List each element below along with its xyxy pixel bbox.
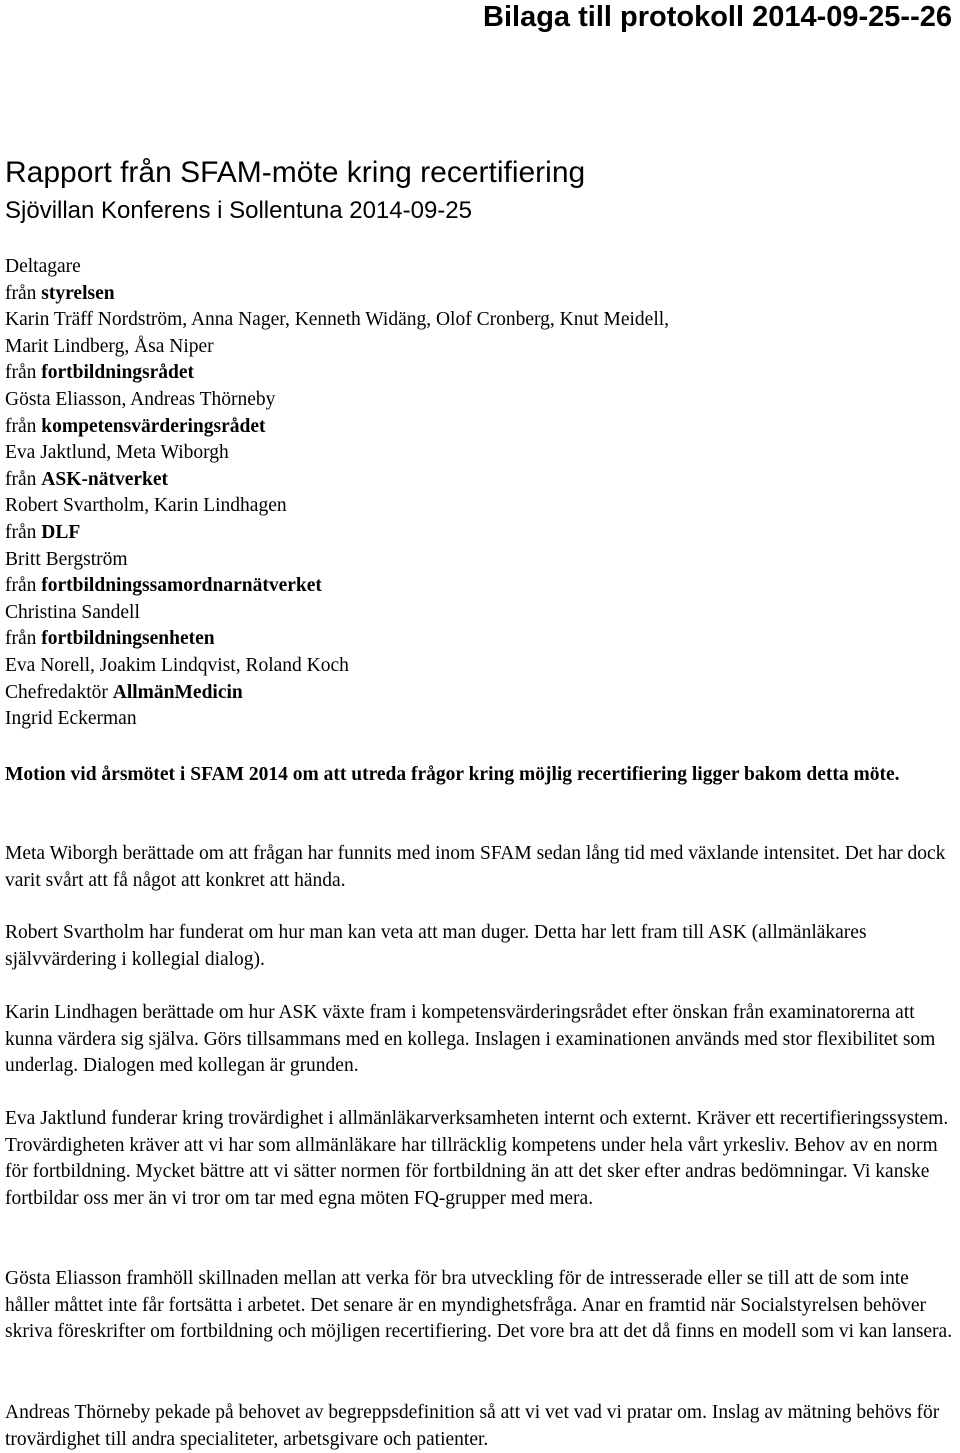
paragraph-karin-lindhagen: Karin Lindhagen berättade om hur ASK växte fram i kompetensvärderingsrådet efter önskan från examinatorerna att kunna värdera sig själva. Görs tillsammans med en kollega. Inslagen i examinationen används med stor flexibilitet som underlag. Dialogen med kollegan är grunden.: [5, 1002, 936, 1077]
participant-group-header: [5, 520, 955, 547]
participant-names: Eva Norell, Joakim Lindqvist, Roland Koch: [5, 654, 349, 676]
paragraph-andreas-thorneby: Andreas Thörneby pekade på behovet av begreppsdefinition så att vi vet vad vi pratar om. Inslag av mätning behövs för trovärdighet till andra specialiteter, arbetsgivare och patienter.: [5, 1402, 940, 1450]
participant-group-header: [5, 360, 955, 387]
participant-names: Christina Sandell: [5, 601, 140, 623]
participant-names: Karin Träff Nordström, Anna Nager, Kenneth Widäng, Olof Cronberg, Knut Meidell,: [5, 309, 670, 331]
participants-list: [5, 254, 955, 733]
group-prefix: från: [5, 468, 37, 490]
report-subtitle: Sjövillan Konferens i Sollentuna 2014-09-25: [5, 197, 472, 224]
participant-names: Marit Lindberg, Åsa Niper: [5, 335, 214, 357]
group-org: fortbildningsenheten: [41, 628, 215, 650]
paragraph-robert-svartholm: Robert Svartholm har funderat om hur man kan veta att man duger. Detta har lett fram till ASK (allmänläkares självvärdering i kollegial dialog).: [5, 922, 867, 970]
participant-names: Britt Bergström: [5, 548, 128, 570]
group-prefix: Chefredaktör: [5, 681, 108, 703]
participant-group-header: [5, 573, 955, 600]
participant-names: Robert Svartholm, Karin Lindhagen: [5, 495, 287, 517]
group-org: AllmänMedicin: [112, 681, 243, 703]
report-title: Rapport från SFAM-möte kring recertifiering: [5, 156, 586, 189]
group-prefix: från: [5, 628, 37, 650]
participant-group-header: [5, 414, 955, 441]
participants-heading: Deltagare: [5, 256, 81, 277]
participant-names: Eva Jaktlund, Meta Wiborgh: [5, 442, 229, 464]
paragraph-meta-wiborgh: Meta Wiborgh berättade om att frågan har funnits med inom SFAM sedan lång tid med växlande intensitet. Det har dock varit svårt att få något att konkret att hända.: [5, 843, 946, 891]
group-prefix: från: [5, 575, 37, 597]
participant-group-header: [5, 467, 955, 494]
group-prefix: från: [5, 415, 37, 437]
participant-group-header: [5, 281, 955, 308]
participant-group-header: [5, 626, 955, 653]
group-prefix: från: [5, 282, 37, 304]
group-prefix: från: [5, 521, 37, 543]
group-org: fortbildningsrådet: [41, 362, 195, 384]
participant-names: Gösta Eliasson, Andreas Thörneby: [5, 388, 276, 410]
group-org: styrelsen: [41, 282, 115, 304]
group-org: kompetensvärderingsrådet: [41, 415, 266, 437]
group-org: ASK-nätverket: [41, 468, 169, 490]
motion-statement: Motion vid årsmötet i SFAM 2014 om att utreda frågor kring möjlig recertifiering ligger bakom detta möte.: [5, 764, 900, 785]
group-org: DLF: [41, 521, 81, 543]
group-prefix: från: [5, 362, 37, 384]
participant-group-header: [5, 680, 955, 707]
paragraph-gosta-eliasson: Gösta Eliasson framhöll skillnaden mellan att verka för bra utveckling för de intresserade eller se till att de som inte håller måttet inte får fortsätta i arbetet. Det senare är en myndighetsfråga. Anar en framtid när Socialstyrelsen behöver skriva föreskrifter om fortbildning och möjligen recertifiering. Det vore bra att det då finns en modell som vi kan lansera.: [5, 1268, 953, 1343]
group-org: fortbildningssamordnarnätverket: [41, 575, 322, 597]
protocol-header: Bilaga till protokoll 2014-09-25--26: [483, 1, 952, 33]
paragraph-eva-jaktlund: Eva Jaktlund funderar kring trovärdighet i allmänläkarverksamheten internt och externt. Kräver ett recertifieringssystem. Trovärdigheten kräver att vi har som allmänläkare har tillräcklig kompetens under hela vårt yrkesliv. Behov av en norm för fortbildning. Mycket bättre att vi sätter normen för fortbildning än att det sker efter andras bedömningar. Vi kanske fortbildar oss mer än vi tror om tar med egna möten FQ-grupper med mera.: [5, 1108, 949, 1209]
participant-names: Ingrid Eckerman: [5, 708, 137, 730]
